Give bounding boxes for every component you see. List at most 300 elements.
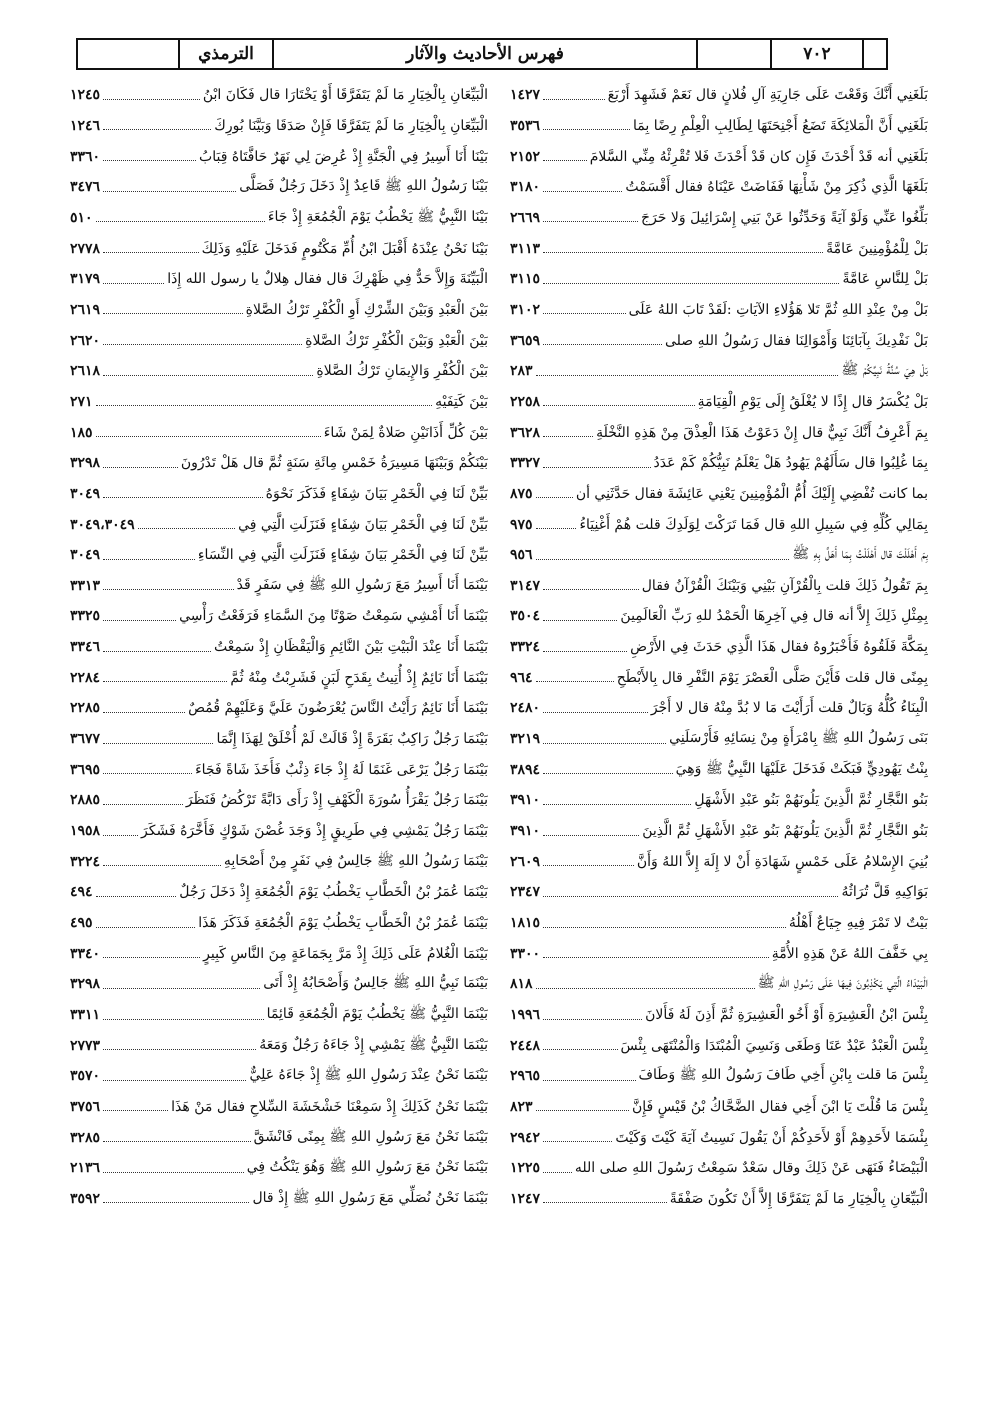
index-entry	[70, 387, 488, 418]
entry-text: بَلَغَنِي أَنَّكَ وَقَعْتَ عَلَى جَارِيَةِ آلِ فُلانٍ قال نَعَمْ فَشَهِدَ أَرْبَعَ	[607, 87, 928, 104]
entry-text: الْبِنَاءُ كُلُّهُ وَبَالٌ قلت أَرَأَيْتَ مَا لا بُدَّ مِنْهُ قال لا أَجْرَ	[650, 700, 928, 717]
index-entry	[510, 1000, 928, 1031]
entry-text: بَنَى رَسُولُ اللهِ ﷺ بِامْرَأَةٍ مِنْ نِسَائِهِ فَأَرْسَلَنِي	[669, 730, 928, 747]
leader-dots	[543, 1011, 642, 1020]
entry-reference-number: ٣٣٢٥	[70, 608, 101, 625]
book-name: الترمذي	[178, 40, 272, 68]
entry-text: بَنُو النَّجَّارِ ثُمَّ الَّذِينَ يَلُونَهُمْ بَنُو عَبْدِ الأَشْهَلِ	[694, 792, 928, 809]
entry-reference-number: ٣١٠٢	[510, 301, 541, 318]
index-entry	[70, 969, 488, 1000]
entry-reference-number: ٣٠٤٩	[70, 547, 101, 564]
entry-text: بَيْنَا رَسُولُ اللهِ ﷺ قَاعِدٌ إِذْ دَخَلَ رَجُلٌ فَصَلَّى	[239, 178, 488, 195]
entry-reference-number: ٣١٧٩	[70, 271, 101, 288]
entry-reference-number: ٢١٥٢	[510, 148, 541, 165]
leader-dots	[543, 244, 823, 253]
leader-dots	[543, 91, 604, 100]
entry-text: بِئْسَ ابْنُ الْعَشِيرَةِ أَوْ أَخُو الْعَشِيرَةِ ثُمَّ أَذِنَ لَهُ فَأَلانَ	[645, 1007, 928, 1024]
entry-reference-number: ٢٦٦٩	[510, 209, 541, 226]
entry-text: بَلْ هِيَ سُنَّةُ نَبِيِّكُمْ ﷺ	[841, 362, 928, 379]
leader-dots	[96, 428, 321, 437]
entry-reference-number: ٣٣٢٤	[510, 639, 541, 656]
entry-reference-number: ٨٧٥	[510, 485, 533, 502]
leader-dots	[103, 91, 200, 100]
leader-dots	[103, 275, 164, 284]
entry-reference-number: ٣٠٤٩	[70, 485, 101, 502]
leader-dots	[543, 612, 617, 621]
entry-text: بَنُو النَّجَّارِ ثُمَّ الَّذِينَ يَلُونَهُمْ بَنُو عَبْدِ الأَشْهَلِ ثُمَّ الَّذِينَ	[642, 823, 928, 840]
entry-text: بِمَالِي كُلِّهِ فِي سَبِيلِ اللهِ قال فَمَا تَرَكْتَ لِوَلَدِكَ قلت هُمْ أَغْنِيَاءُ	[579, 516, 928, 533]
entry-reference-number: ٣١٨٠	[510, 179, 541, 196]
header-cell-blank	[78, 40, 178, 68]
entry-text: بِمَكَّةَ فَلَقُوهُ فَأَخْبَرُوهُ فقال هَذَا الَّذِي حَدَثَ فِي الأَرْضِ	[630, 639, 928, 656]
entry-reference-number: ٢٢٥٨	[510, 393, 541, 410]
leader-dots	[96, 919, 196, 928]
page-header	[76, 38, 888, 70]
entry-text: بَيْنَا النَّبِيُّ ﷺ يَخْطُبُ يَوْمَ الْجُمُعَةِ إِذْ جَاءَ	[267, 208, 488, 225]
entry-text: بَيْنَمَا نَحْنُ عِنْدَ رَسُولِ اللهِ ﷺ إِذْ جَاءَهُ عَلِيٌّ	[249, 1067, 488, 1084]
index-entry	[510, 1184, 928, 1215]
index-entry	[70, 693, 488, 724]
entry-text: بِي خَفَّفَ اللهُ عَنْ هَذِهِ الأُمَّةِ	[771, 945, 928, 962]
index-entry	[70, 1122, 488, 1153]
entry-reference-number: ٣٢٨٥	[70, 1129, 101, 1146]
leader-dots	[543, 428, 593, 437]
entry-reference-number: ٢٤٤٨	[510, 1037, 541, 1054]
header-cell-blank	[862, 40, 886, 68]
entry-text: بَيْنَمَا نَبِيُّ اللهِ ﷺ جَالِسٌ وَأَصْحَابُهُ إِذْ أَتَى	[263, 975, 488, 992]
entry-text: بَلْ لِلْمُؤْمِنِينَ عَامَّةً	[826, 240, 928, 257]
index-entry	[70, 509, 488, 540]
index-entry	[70, 1000, 488, 1031]
leader-dots	[543, 1164, 572, 1173]
entry-reference-number: ٢٧١	[70, 393, 93, 410]
leader-dots	[543, 735, 666, 744]
entry-text: بَيْنَكُمْ وَبَيْنَهَا مَسِيرَةُ خَمْسِ مِائَةِ سَنَةٍ ثُمَّ قال هَلْ تَدْرُونَ	[180, 455, 488, 472]
entry-text: بَيِّنْ لَنَا فِي الْخَمْرِ بَيَانَ شِفَاءٍ فَنَزَلَتِ الَّتِي فِي	[238, 516, 488, 533]
entry-text: بَلْ نَفْدِيكَ بِآبَائِنَا وَأَمْوَالِنَا فقال رَسُولُ اللهِ صلى	[664, 332, 928, 349]
entry-reference-number: ٣٦٥٩	[510, 332, 541, 349]
entry-text: بَيْنَمَا رَجُلٌ يَقْرَأُ سُورَةَ الْكَهْفِ إِذْ رَأَى دَابَّةً تَرْكُضُ فَنَظَرَ	[185, 792, 488, 809]
leader-dots	[543, 1072, 635, 1081]
left-column	[70, 80, 488, 1380]
index-entry	[510, 80, 928, 111]
leader-dots	[543, 581, 639, 590]
entry-text: بَيْنَمَا عُمَرُ بْنُ الْخَطَّابِ يَخْطُبُ يَوْمَ الْجُمُعَةِ فَذَكَرَ هَذَا	[198, 915, 488, 932]
index-entry	[510, 1061, 928, 1092]
leader-dots	[543, 919, 786, 928]
leader-dots	[103, 827, 138, 836]
leader-dots	[103, 581, 234, 590]
entry-reference-number: ٢٨٣	[510, 363, 533, 380]
entry-reference-number: ٣٨٩٤	[510, 761, 541, 778]
entry-text: بَيْنَمَا أَنَا عِنْدَ الْبَيْتِ بَيْنَ النَّائِمِ وَالْيَقْظَانِ إِذْ سَمِعْتُ	[214, 639, 488, 656]
leader-dots	[103, 244, 199, 253]
entry-reference-number: ٢٤٨٠	[510, 700, 541, 717]
leader-dots	[543, 275, 839, 284]
index-entry	[70, 662, 488, 693]
entry-text: بَيْنَمَا رَسُولُ اللهِ ﷺ جَالِسٌ فِي نَفَرٍ مِنْ أَصْحَابِهِ	[223, 852, 488, 869]
index-entry	[510, 662, 928, 693]
leader-dots	[103, 1133, 251, 1142]
entry-reference-number: ٣٢٩٨	[70, 976, 101, 993]
index-entry	[510, 264, 928, 295]
index-entry	[510, 479, 928, 510]
index-entry	[510, 540, 928, 571]
leader-dots	[103, 1011, 264, 1020]
entry-text: بِنْتُ يَهُودِيٍّ فَبَكَتْ فَدَخَلَ عَلَيْهَا النَّبِيُّ ﷺ وَهِيَ	[675, 760, 928, 777]
entry-reference-number: ٢٦١٩	[70, 301, 101, 318]
leader-dots	[543, 949, 769, 958]
entry-reference-number: ١٢٤٥	[70, 87, 101, 104]
index-entry	[510, 509, 928, 540]
index-entry	[70, 1153, 488, 1184]
index-entry	[70, 448, 488, 479]
entry-reference-number: ٢٢٨٥	[70, 700, 101, 717]
entry-reference-number: ٣٥٩٢	[70, 1190, 101, 1207]
leader-dots	[543, 213, 638, 222]
entry-reference-number: ٣٤٧٦	[70, 179, 101, 196]
entry-reference-number: ٢٦١٨	[70, 363, 101, 380]
index-entry	[510, 295, 928, 326]
entry-text: بَيِّنْ لَنَا فِي الْخَمْرِ بَيَانَ شِفَاءٍ فَنَزَلَتِ الَّتِي فِي النِّسَاءِ	[197, 547, 488, 564]
entry-reference-number: ٩٧٥	[510, 516, 533, 533]
leader-dots	[103, 735, 213, 744]
leader-dots	[543, 704, 648, 713]
entry-text: الْبَيِّنَةَ وَإِلاَّ حَدٌّ فِي ظَهْرِكَ قال فقال هِلالٌ يا رسول الله إِذَا	[167, 271, 488, 288]
index-entry	[510, 1092, 928, 1123]
entry-reference-number: ١٩٩٦	[510, 1007, 541, 1024]
index-entry	[510, 387, 928, 418]
leader-dots	[103, 489, 263, 498]
entry-reference-number: ١٨١٥	[510, 915, 541, 932]
entry-reference-number: ٣٦٢٨	[510, 424, 541, 441]
entry-text: بَيْنَ الْعَبْدِ وَبَيْنَ الْكُفْرِ تَرْكُ الصَّلاةِ	[305, 332, 488, 349]
leader-dots	[543, 121, 630, 130]
index-entry	[510, 203, 928, 234]
entry-reference-number: ٢٧٧٣	[70, 1037, 101, 1054]
entry-reference-number: ٢٧٧٨	[70, 240, 101, 257]
index-entry	[70, 203, 488, 234]
leader-dots	[103, 857, 221, 866]
entry-reference-number: ٢٩٤٢	[510, 1129, 541, 1146]
leader-dots	[103, 704, 185, 713]
entry-reference-number: ٢٩٦٥	[510, 1068, 541, 1085]
index-entry	[70, 172, 488, 203]
entry-text: بَيْنَمَا رَجُلٌ يَرْعَى غَنَمًا لَهُ إِذْ جَاءَ ذِئْبٌ فَأَخَذَ شَاةً فَجَاءَ	[195, 761, 488, 778]
entry-text: الْبَيْضَاءُ فَنَهَى عَنْ ذَلِكَ وقال سَعْدٌ سَمِعْتُ رَسُولَ اللهِ صلى الله	[574, 1160, 928, 1177]
entry-text: بَلْ مِنْ عِنْدِ اللهِ ثُمَّ تَلا هَؤُلاءِ الآيَاتِ :لَقَدْ تَابَ اللهُ عَلَى	[628, 301, 928, 318]
entry-text: بِئْسَمَا لأَحَدِهِمْ أَوْ لأَحَدِكُمْ أَنْ يَقُولَ نَسِيتُ آيَةَ كَيْتَ وَكَيْتَ	[615, 1129, 928, 1146]
entry-reference-number: ٣٥٣٦	[510, 117, 541, 134]
index-entry	[510, 601, 928, 632]
index-entry	[70, 111, 488, 142]
index-entry	[510, 877, 928, 908]
entry-reference-number: ٣٣٤٦	[70, 639, 101, 656]
leader-dots	[103, 980, 260, 989]
entry-reference-number: ٣١١٣	[510, 240, 541, 257]
index-entry	[510, 111, 928, 142]
entry-text: بِمَ أَعْرِفُ أَنَّكَ نَبِيٌّ قال إِنْ دَعَوْتُ هَذَا الْعِذْقَ مِنْ هَذِهِ النَّخْلَةِ	[596, 424, 928, 441]
entry-text: بِئْسَ الْعَبْدُ عَبْدٌ عَتَا وَطَغَى وَنَسِيَ الْمُبْتَدَا وَالْمُنْتَهَى بِئْسَ	[620, 1037, 928, 1054]
index-entry	[510, 172, 928, 203]
leader-dots	[536, 1102, 629, 1111]
leader-dots	[543, 827, 639, 836]
page-number: ٧٠٢	[770, 40, 862, 68]
index-entry	[510, 417, 928, 448]
entry-text: بَيْتٌ لا تَمْرَ فِيهِ جِيَاعٌ أَهْلُهُ	[788, 915, 928, 932]
index-entry	[70, 295, 488, 326]
leader-dots	[536, 980, 755, 989]
leader-dots	[103, 1072, 246, 1081]
entry-reference-number: ٣٣١١	[70, 1007, 101, 1024]
entry-text: بَيْنَمَا عُمَرُ بْنُ الْخَطَّابِ يَخْطُبُ يَوْمَ الْجُمُعَةِ إِذْ دَخَلَ رَجُلٌ	[179, 884, 488, 901]
entry-text: بِمِنًى قال قلت فَأَيْنَ صَلَّى الْعَصْرَ يَوْمَ النَّفْرِ قال بِالأَبْطَحِ	[616, 669, 928, 686]
entry-text: بِمَ أَهْلَلْتَ قال أَهْلَلْتُ بِمَا أَهَلَّ بِهِ ﷺ	[792, 546, 928, 563]
index-entry	[70, 1030, 488, 1061]
entry-text: بِمَا غُلِبُوا قال سَأَلَهُمْ يَهُودُ هَلْ يَعْلَمُ نَبِيُّكُمْ كَمْ عَدَدُ	[653, 455, 928, 472]
leader-dots	[103, 183, 236, 192]
index-entry	[70, 479, 488, 510]
page-title: فهرس الأحاديث والآثار	[272, 40, 696, 68]
entry-text: بَيِّنْ لَنَا فِي الْخَمْرِ بَيَانَ شِفَاءٍ فَذَكَرَ نَحْوَهُ	[265, 485, 488, 502]
leader-dots	[103, 121, 211, 130]
entry-text: الْبَيِّعَانِ بِالْخِيَارِ مَا لَمْ يَتَفَرَّقَا فَإِنْ صَدَقَا وَبَيَّنَا بُورِكَ	[214, 117, 488, 134]
entry-reference-number: ٤٩٤	[70, 884, 93, 901]
index-columns	[70, 80, 928, 1380]
index-entry	[510, 846, 928, 877]
leader-dots	[96, 888, 177, 897]
entry-reference-number: ٣٠٤٩،٣٠٤٩	[70, 516, 135, 533]
entry-text: بَيْنَمَا نَحْنُ مَعَ رَسُولِ اللهِ ﷺ وَهُوَ يَنْكُتُ فِي	[246, 1159, 488, 1176]
entry-reference-number: ١٨٥	[70, 424, 93, 441]
index-entry	[70, 877, 488, 908]
entry-reference-number: ٢٨٨٥	[70, 792, 101, 809]
entry-reference-number: ٥١٠	[70, 209, 93, 226]
entry-text: بَيْنَمَا نَحْنُ نُصَلِّي مَعَ رَسُولِ اللهِ ﷺ إِذْ قال	[252, 1189, 488, 1206]
entry-text: بَيْنَ كُلِّ أَذَانَيْنِ صَلاةٌ لِمَنْ شَاءَ	[323, 424, 488, 441]
leader-dots	[103, 765, 192, 774]
index-entry	[70, 785, 488, 816]
index-entry	[70, 754, 488, 785]
index-entry	[70, 1184, 488, 1215]
index-entry	[510, 632, 928, 663]
leader-dots	[536, 551, 790, 560]
entry-text: بِمِثْلِ ذَلِكَ إِلاَّ أنه قال فِي آخِرِهَا الْحَمْدُ للهِ رَبِّ الْعَالَمِينَ	[620, 608, 928, 625]
entry-text: بَيْنَ الْكُفْرِ وَالإِيمَانِ تَرْكُ الصَّلاةِ	[316, 363, 488, 380]
entry-reference-number: ١٤٢٧	[510, 87, 541, 104]
entry-reference-number: ١٢٤٧	[510, 1190, 541, 1207]
entry-text: بِمَ تَقُولُ ذَلِكَ قلت بِالْقُرْآنِ بَيْنِي وَبَيْنَكَ الْقُرْآنُ فقال	[641, 577, 928, 594]
index-entry	[70, 632, 488, 663]
index-entry	[70, 417, 488, 448]
header-cell-blank	[696, 40, 770, 68]
index-entry	[70, 1092, 488, 1123]
entry-reference-number: ٢٦٠٩	[510, 853, 541, 870]
entry-text: بما كانت تُفْضِي إِلَيْكَ أُمُّ الْمُؤْمِنِينَ يَعْنِي عَائِشَةَ فقال حَدَّثَنِي أن	[575, 485, 928, 502]
index-entry	[510, 325, 928, 356]
entry-reference-number: ٣٢٩٨	[70, 455, 101, 472]
leader-dots	[543, 397, 695, 406]
index-entry	[510, 816, 928, 847]
entry-text: بَيْنَ الْعَبْدِ وَبَيْنَ الشِّرْكِ أَوِ الْكُفْرِ تَرْكُ الصَّلاةِ	[245, 301, 488, 318]
leader-dots	[543, 336, 662, 345]
index-entry	[510, 724, 928, 755]
entry-text: بَيْنَمَا نَحْنُ مَعَ رَسُولِ اللهِ ﷺ بِمِنًى فَانْشَقَّ	[253, 1128, 488, 1145]
leader-dots	[536, 489, 573, 498]
index-entry	[70, 601, 488, 632]
entry-text: بَيْنَمَا أَنَا نَائِمٌ إِذْ أُتِيتُ بِقَدَحِ لَبَنٍ فَشَرِبْتُ مِنْهُ ثُمَّ	[230, 669, 488, 686]
index-entry	[70, 938, 488, 969]
entry-reference-number: ٤٩٥	[70, 915, 93, 932]
entry-text: بَلَغَنِي أنه قَدْ أَحْدَثَ فَإِن كان قَدْ أَحْدَثَ فَلا تُقْرِئْهُ مِنِّي السَّلامَ	[589, 148, 928, 165]
entry-reference-number: ٢٢٨٤	[70, 669, 101, 686]
index-entry	[510, 785, 928, 816]
entry-reference-number: ٣٦٧٧	[70, 731, 101, 748]
entry-text: بَيْنَمَا أَنَا أَمْشِي سَمِعْتُ صَوْتًا مِنَ السَّمَاءِ فَرَفَعْتُ رَأْسِي	[179, 608, 488, 625]
leader-dots	[103, 1041, 256, 1050]
leader-dots	[103, 305, 243, 314]
entry-reference-number: ٣٢٢٤	[70, 853, 101, 870]
entry-reference-number: ٣١٤٧	[510, 577, 541, 594]
entry-text: بَيْنَمَا الْغُلامُ عَلَى ذَلِكَ إِذْ مَرَّ بِجَمَاعَةٍ مِنَ النَّاسِ كَبِيرٍ	[203, 945, 488, 962]
entry-reference-number: ٣٣٤٠	[70, 945, 101, 962]
entry-text: بَيْنَمَا أَنَا نَائِمٌ رَأَيْتُ النَّاسَ يُعْرَضُونَ عَلَيَّ وَعَلَيْهِمْ قُمُصٌ	[188, 700, 488, 717]
entry-reference-number: ٣١١٥	[510, 271, 541, 288]
index-entry	[70, 141, 488, 172]
index-entry	[510, 693, 928, 724]
entry-text: بَلَغَنِي أَنَّ الْمَلائِكَةَ تَضَعُ أَجْنِحَتَهَا لِطَالِبِ الْعِلْمِ رِضًا بِمَا	[633, 117, 928, 134]
index-entry	[510, 1122, 928, 1153]
index-entry	[510, 1030, 928, 1061]
leader-dots	[103, 551, 195, 560]
index-entry	[70, 724, 488, 755]
leader-dots	[103, 643, 211, 652]
entry-reference-number: ١٢٤٦	[70, 117, 101, 134]
leader-dots	[543, 305, 626, 314]
leader-dots	[103, 949, 200, 958]
entry-reference-number: ٣٥٠٤	[510, 608, 541, 625]
leader-dots	[536, 367, 839, 376]
entry-reference-number: ٢٣٤٧	[510, 884, 541, 901]
entry-reference-number: ٩٦٤	[510, 669, 533, 686]
index-entry	[70, 233, 488, 264]
entry-text: الْبَيِّعَانِ بِالْخِيَارِ مَا لَمْ يَتَفَرَّقَا أَوْ يَخْتَارَا قال فَكَانَ ابْنُ	[202, 87, 488, 104]
leader-dots	[103, 612, 176, 621]
leader-dots	[536, 673, 614, 682]
leader-dots	[103, 673, 227, 682]
entry-text: الْبَيِّعَانِ بِالْخِيَارِ مَا لَمْ يَتَفَرَّقَا إِلاَّ أَنْ تَكُونَ صَفْقَةً	[669, 1190, 928, 1207]
index-entry	[510, 141, 928, 172]
entry-reference-number: ١٩٥٨	[70, 823, 101, 840]
entry-reference-number: ١٢٢٥	[510, 1160, 541, 1177]
entry-reference-number: ٣٥٧٠	[70, 1068, 101, 1085]
index-entry	[510, 754, 928, 785]
index-entry	[510, 448, 928, 479]
index-entry	[70, 325, 488, 356]
leader-dots	[543, 1194, 667, 1203]
entry-reference-number: ٣٧٥٦	[70, 1098, 101, 1115]
entry-reference-number: ٣٣١٣	[70, 577, 101, 594]
entry-text: بَيْنَمَا رَجُلٌ رَاكِبٌ بَقَرَةً إِذْ قَالَتْ لَمْ أُخْلَقْ لِهَذَا إِنَّمَا	[216, 731, 488, 748]
index-entry	[70, 908, 488, 939]
entry-text: الْبَيْدَاءُ الَّتِي يَكْذِبُونَ فِيهَا عَلَى رَسُولِ اللهِ ﷺ	[757, 975, 928, 992]
index-entry	[510, 356, 928, 387]
index-entry	[510, 969, 928, 1000]
entry-text: بُنِيَ الإِسْلامُ عَلَى خَمْسٍ شَهَادَةِ أَنْ لا إِلَهَ إِلاَّ اللهُ وَأَنَّ	[636, 853, 928, 870]
leader-dots	[103, 796, 183, 805]
index-entry	[70, 264, 488, 295]
entry-reference-number: ٢١٣٦	[70, 1160, 101, 1177]
leader-dots	[543, 796, 691, 805]
leader-dots	[543, 888, 838, 897]
entry-text: بِئْسَ مَا قُلْتَ يَا ابْنَ أَخِي فقال الضَّحَّاكُ بْنُ قَيْسٍ فَإِنَّ	[631, 1098, 928, 1115]
index-entry	[70, 356, 488, 387]
index-entry	[70, 540, 488, 571]
index-entry	[510, 571, 928, 602]
entry-text: بَلَغَهَا الَّذِي ذُكِرَ مِنْ شَأْنِهَا فَفَاضَتْ عَيْنَاهُ فقال أَقْسَمْتُ	[625, 179, 928, 196]
entry-text: بَلِّغُوا عَنِّي وَلَوْ آيَةً وَحَدِّثُوا عَنْ بَنِي إِسْرَائِيلَ وَلا حَرَجَ	[641, 209, 928, 226]
entry-text: بَيْنَمَا أَنَا أَسِيرُ مَعَ رَسُولِ اللهِ ﷺ فِي سَفَرٍ قَدْ	[236, 576, 488, 593]
entry-text: بَيْنَمَا النَّبِيُّ ﷺ يَخْطُبُ يَوْمَ الْجُمُعَةِ قَائِمًا	[266, 1006, 488, 1023]
leader-dots	[96, 213, 265, 222]
leader-dots	[543, 183, 622, 192]
entry-text: بَوَاكِيهِ قَلَّ تُرَاثُهُ	[841, 884, 928, 901]
leader-dots	[543, 1041, 617, 1050]
entry-reference-number: ٣٣٢٧	[510, 455, 541, 472]
leader-dots	[138, 520, 235, 529]
entry-reference-number: ٣٣٦٠	[70, 148, 101, 165]
entry-reference-number: ٨٢٣	[510, 1098, 533, 1115]
entry-reference-number: ٢٦٢٠	[70, 332, 101, 349]
index-entry	[70, 1061, 488, 1092]
leader-dots	[103, 152, 196, 161]
leader-dots	[543, 1133, 612, 1142]
index-entry	[510, 233, 928, 264]
index-entry	[70, 846, 488, 877]
leader-dots	[103, 459, 178, 468]
entry-reference-number: ٨١٨	[510, 976, 533, 993]
entry-text: بَيْنَا نَحْنُ عِنْدَهُ أَقْبَلَ ابْنُ أُمِّ مَكْتُومٍ فَدَخَلَ عَلَيْهِ وَذَلِكَ	[201, 240, 488, 257]
leader-dots	[103, 1164, 244, 1173]
index-entry	[70, 571, 488, 602]
entry-text: بَيْنَمَا نَحْنُ كَذَلِكَ إِذْ سَمِعْنَا خَشْخَشَةَ السِّلاحِ فقال مَنْ هَذَا	[171, 1098, 488, 1115]
leader-dots	[543, 765, 673, 774]
entry-reference-number: ٩٥٦	[510, 547, 533, 564]
entry-text: بِئْسَ مَا قلت بِابْنِ أَخِي طَافَ رَسُولُ اللهِ ﷺ وَطَافَ	[638, 1067, 928, 1084]
entry-reference-number: ٣٩١٠	[510, 823, 541, 840]
entry-reference-number: ٣٩١٠	[510, 792, 541, 809]
index-entry	[510, 908, 928, 939]
entry-text: بَيْنَمَا النَّبِيُّ ﷺ يَمْشِي إِذْ جَاءَهُ رَجُلٌ وَمَعَهُ	[259, 1036, 488, 1053]
entry-reference-number: ٣٣٠٠	[510, 945, 541, 962]
leader-dots	[543, 857, 634, 866]
index-entry	[510, 938, 928, 969]
leader-dots	[103, 1194, 249, 1203]
leader-dots	[543, 152, 587, 161]
entry-text: بَيْنَ كَتِفَيْهِ	[435, 393, 488, 410]
leader-dots	[543, 643, 627, 652]
leader-dots	[103, 367, 313, 376]
leader-dots	[103, 336, 302, 345]
leader-dots	[536, 520, 577, 529]
entry-text: بَيْنَا أَنَا أَسِيرُ فِي الْجَنَّةِ إِذْ عُرِضَ لِي نَهَرٌ حَافَّتَاهُ قِبَابُ	[199, 148, 488, 165]
leader-dots	[543, 459, 650, 468]
entry-text: بَلْ يُكْسَرُ قال إِذًا لا يُغْلَقُ إِلَى يَوْمِ الْقِيَامَةِ	[697, 393, 928, 410]
leader-dots	[103, 1102, 168, 1111]
index-entry	[510, 1153, 928, 1184]
entry-reference-number: ٣٢١٩	[510, 731, 541, 748]
entry-text: بَلْ لِلنَّاسِ عَامَّةً	[842, 271, 928, 288]
